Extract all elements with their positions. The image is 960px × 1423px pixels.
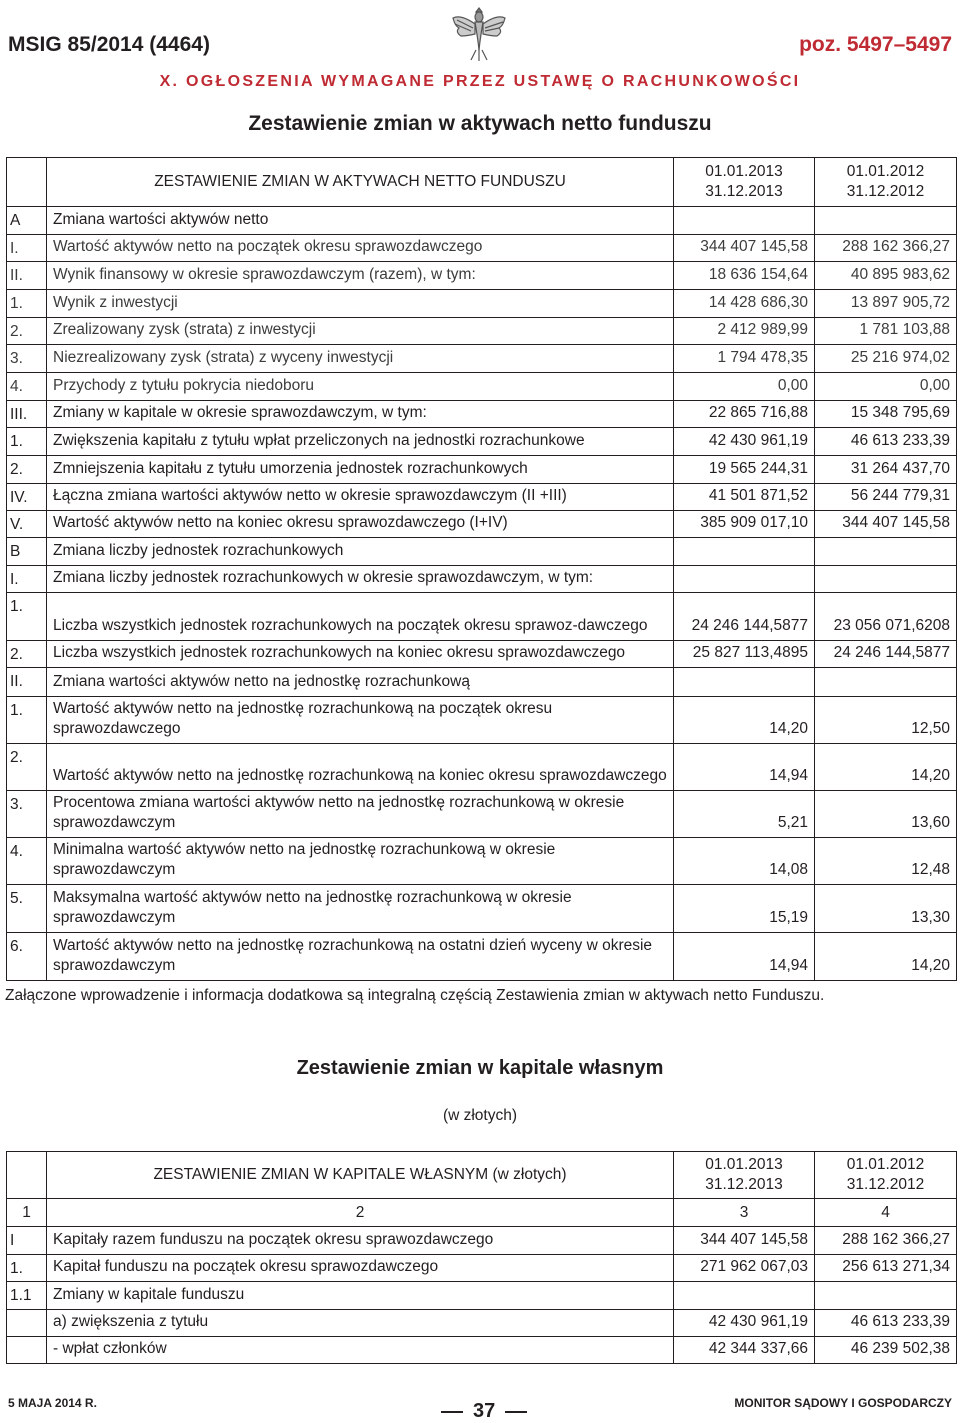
row-label: Zmiana wartości aktywów netto bbox=[47, 207, 674, 235]
row-label: - wpłat członków bbox=[47, 1337, 674, 1364]
row-number: 2. bbox=[7, 318, 47, 345]
row-number: I. bbox=[7, 566, 47, 593]
row-label: Liczba wszystkich jednostek rozrachunkowych na koniec okresu sprawozdawczego bbox=[47, 641, 674, 668]
value-previous: 12,48 bbox=[815, 838, 957, 885]
page-title: Zestawienie zmian w aktywach netto funduszu bbox=[248, 112, 712, 135]
row-number: I bbox=[7, 1227, 47, 1255]
table-row bbox=[7, 697, 957, 744]
value-previous: 288 162 366,27 bbox=[815, 235, 957, 262]
footer-publication: MONITOR SĄDOWY I GOSPODARCZY bbox=[734, 1396, 952, 1410]
value-previous: 288 162 366,27 bbox=[815, 1227, 957, 1255]
row-number: IV. bbox=[7, 484, 47, 511]
row-label: Kapitał funduszu na początek okresu sprawozdawczego bbox=[47, 1255, 674, 1282]
row-number: I. bbox=[7, 235, 47, 262]
value-previous: 46 613 233,39 bbox=[815, 1310, 957, 1337]
value-current: 344 407 145,58 bbox=[674, 235, 815, 262]
row-label: Minimalna wartość aktywów netto na jednostkę rozrachunkową w okresie sprawozdawczym bbox=[47, 838, 674, 885]
value-previous: 56 244 779,31 bbox=[815, 484, 957, 511]
row-number: B bbox=[7, 538, 47, 566]
table-row bbox=[7, 511, 957, 538]
table-header-label: ZESTAWIENIE ZMIAN W KAPITALE WŁASNYM (w złotych) bbox=[47, 1152, 674, 1199]
row-label: Wartość aktywów netto na jednostkę rozrachunkową na ostatni dzień wyceny w okresie sprawozdawczym bbox=[47, 933, 674, 981]
row-label: Kapitały razem funduszu na początek okresu sprawozdawczego bbox=[47, 1227, 674, 1255]
row-label: Zwiększenia kapitału z tytułu wpłat przeliczonych na jednostki rozrachunkowe bbox=[47, 428, 674, 456]
value-current: 14 428 686,30 bbox=[674, 290, 815, 318]
value-previous: 14,20 bbox=[815, 933, 957, 981]
value-current: 18 636 154,64 bbox=[674, 262, 815, 290]
value-current bbox=[674, 207, 815, 235]
table-row bbox=[7, 318, 957, 345]
table-row bbox=[7, 456, 957, 484]
equity-table bbox=[6, 1151, 957, 1364]
table-row bbox=[7, 1310, 957, 1337]
table-row bbox=[7, 207, 957, 235]
table-row bbox=[7, 838, 957, 885]
row-label: Maksymalna wartość aktywów netto na jednostkę rozrachunkową w okresie sprawozdawczym bbox=[47, 885, 674, 933]
value-current: 344 407 145,58 bbox=[674, 1227, 815, 1255]
value-previous: 13 897 905,72 bbox=[815, 290, 957, 318]
column-number: 3 bbox=[674, 1199, 815, 1227]
row-number: 1.1 bbox=[7, 1282, 47, 1310]
table-row bbox=[7, 641, 957, 668]
row-number: 4. bbox=[7, 838, 47, 885]
table-row bbox=[7, 791, 957, 838]
value-current: 14,08 bbox=[674, 838, 815, 885]
row-number bbox=[7, 1337, 47, 1364]
section-title: X. OGŁOSZENIA WYMAGANE PRZEZ USTAWĘ O RACHUNKOWOŚCI bbox=[159, 73, 801, 90]
value-previous: 24 246 144,5877 bbox=[815, 641, 957, 668]
row-label: Zmiana liczby jednostek rozrachunkowych w okresie sprawozdawczym, w tym: bbox=[47, 566, 674, 593]
header-position: poz. 5497–5497 bbox=[799, 33, 952, 56]
row-label: Procentowa zmiana wartości aktywów netto na jednostkę rozrachunkową w okresie sprawozdawczym bbox=[47, 791, 674, 838]
row-label: Wartość aktywów netto na jednostkę rozrachunkową na początek okresu sprawozdawczego bbox=[47, 697, 674, 744]
table-header-label: ZESTAWIENIE ZMIAN W AKTYWACH NETTO FUNDUSZU bbox=[47, 158, 674, 207]
value-current: 5,21 bbox=[674, 791, 815, 838]
row-number: II. bbox=[7, 262, 47, 290]
row-number: 3. bbox=[7, 345, 47, 373]
value-previous: 46 613 233,39 bbox=[815, 428, 957, 456]
row-number: A bbox=[7, 207, 47, 235]
header-issue: MSIG 85/2014 (4464) bbox=[8, 33, 210, 56]
header-blank bbox=[7, 158, 47, 207]
footer-date: 5 MAJA 2014 R. bbox=[8, 1396, 97, 1410]
value-current: 14,20 bbox=[674, 697, 815, 744]
row-label: Wynik finansowy w okresie sprawozdawczym (razem), w tym: bbox=[47, 262, 674, 290]
value-previous: 13,60 bbox=[815, 791, 957, 838]
table-row bbox=[7, 428, 957, 456]
value-previous: 23 056 071,6208 bbox=[815, 593, 957, 641]
value-current: 2 412 989,99 bbox=[674, 318, 815, 345]
table-row bbox=[7, 345, 957, 373]
value-current: 14,94 bbox=[674, 744, 815, 791]
value-previous: 25 216 974,02 bbox=[815, 345, 957, 373]
value-previous bbox=[815, 668, 957, 697]
row-label: Zmiany w kapitale funduszu bbox=[47, 1282, 674, 1310]
row-label: Wartość aktywów netto na koniec okresu sprawozdawczego (I+IV) bbox=[47, 511, 674, 538]
value-current: 385 909 017,10 bbox=[674, 511, 815, 538]
row-number: 6. bbox=[7, 933, 47, 981]
table-row bbox=[7, 566, 957, 593]
row-label: a) zwiększenia z tytułu bbox=[47, 1310, 674, 1337]
table-row bbox=[7, 668, 957, 697]
table-row bbox=[7, 484, 957, 511]
row-label: Niezrealizowany zysk (strata) z wyceny inwestycji bbox=[47, 345, 674, 373]
row-number: 4. bbox=[7, 373, 47, 401]
row-label: Zrealizowany zysk (strata) z inwestycji bbox=[47, 318, 674, 345]
table-row bbox=[7, 538, 957, 566]
period-previous: 01.01.2012 31.12.2012 bbox=[815, 1152, 957, 1199]
net-assets-table bbox=[6, 157, 957, 981]
row-number: 2. bbox=[7, 456, 47, 484]
value-previous: 14,20 bbox=[815, 744, 957, 791]
value-current: 42 430 961,19 bbox=[674, 1310, 815, 1337]
row-number: 3. bbox=[7, 791, 47, 838]
value-previous: 46 239 502,38 bbox=[815, 1337, 957, 1364]
period-current: 01.01.2013 31.12.2013 bbox=[674, 1152, 815, 1199]
attachment-note: Załączone wprowadzenie i informacja dodatkowa są integralną częścią Zestawienia zmian w aktywach netto Funduszu. bbox=[5, 987, 825, 1004]
row-label: Zmiana wartości aktywów netto na jednostkę rozrachunkową bbox=[47, 668, 674, 697]
table-row bbox=[7, 593, 957, 641]
column-number: 2 bbox=[47, 1199, 674, 1227]
row-label: Wartość aktywów netto na jednostkę rozrachunkową na koniec okresu sprawozdawczego bbox=[47, 744, 674, 791]
value-previous bbox=[815, 207, 957, 235]
table-row bbox=[7, 1282, 957, 1310]
value-previous bbox=[815, 566, 957, 593]
value-current: 271 962 067,03 bbox=[674, 1255, 815, 1282]
row-label: Zmiana liczby jednostek rozrachunkowych bbox=[47, 538, 674, 566]
row-number: 1. bbox=[7, 428, 47, 456]
value-current: 42 344 337,66 bbox=[674, 1337, 815, 1364]
row-label: Zmiany w kapitale w okresie sprawozdawczym, w tym: bbox=[47, 401, 674, 428]
section-title-equity: Zestawienie zmian w kapitale własnym bbox=[296, 1057, 664, 1079]
value-current: 14,94 bbox=[674, 933, 815, 981]
value-current: 19 565 244,31 bbox=[674, 456, 815, 484]
row-label: Wynik z inwestycji bbox=[47, 290, 674, 318]
polish-eagle-icon bbox=[449, 4, 509, 62]
column-number: 1 bbox=[7, 1199, 47, 1227]
value-current bbox=[674, 1282, 815, 1310]
units-note: (w złotych) bbox=[442, 1107, 518, 1124]
value-current: 1 794 478,35 bbox=[674, 345, 815, 373]
table-row bbox=[7, 744, 957, 791]
row-number: 5. bbox=[7, 885, 47, 933]
row-number: 1. bbox=[7, 290, 47, 318]
value-current bbox=[674, 538, 815, 566]
value-current: 24 246 144,5877 bbox=[674, 593, 815, 641]
table-row bbox=[7, 401, 957, 428]
value-current: 42 430 961,19 bbox=[674, 428, 815, 456]
value-previous bbox=[815, 538, 957, 566]
value-previous bbox=[815, 1282, 957, 1310]
table-row bbox=[7, 1227, 957, 1255]
value-current bbox=[674, 668, 815, 697]
header-blank bbox=[7, 1152, 47, 1199]
value-previous: 15 348 795,69 bbox=[815, 401, 957, 428]
period-previous: 01.01.2012 31.12.2012 bbox=[815, 158, 957, 207]
row-label: Liczba wszystkich jednostek rozrachunkowych na początek okresu sprawoz-dawczego bbox=[47, 593, 674, 641]
row-label: Zmniejszenia kapitału z tytułu umorzenia jednostek rozrachunkowych bbox=[47, 456, 674, 484]
value-current bbox=[674, 566, 815, 593]
value-previous: 1 781 103,88 bbox=[815, 318, 957, 345]
value-previous: 344 407 145,58 bbox=[815, 511, 957, 538]
row-number bbox=[7, 1310, 47, 1337]
column-number: 4 bbox=[815, 1199, 957, 1227]
table-row bbox=[7, 933, 957, 981]
row-label: Przychody z tytułu pokrycia niedoboru bbox=[47, 373, 674, 401]
row-label: Wartość aktywów netto na początek okresu sprawozdawczego bbox=[47, 235, 674, 262]
period-current: 01.01.2013 31.12.2013 bbox=[674, 158, 815, 207]
table-row bbox=[7, 262, 957, 290]
row-number: 1. bbox=[7, 1255, 47, 1282]
value-current: 22 865 716,88 bbox=[674, 401, 815, 428]
table-row bbox=[7, 235, 957, 262]
value-previous: 12,50 bbox=[815, 697, 957, 744]
value-previous: 31 264 437,70 bbox=[815, 456, 957, 484]
value-current: 25 827 113,4895 bbox=[674, 641, 815, 668]
row-number: II. bbox=[7, 668, 47, 697]
value-previous: 13,30 bbox=[815, 885, 957, 933]
table-row bbox=[7, 290, 957, 318]
value-previous: 256 613 271,34 bbox=[815, 1255, 957, 1282]
row-number: 2. bbox=[7, 641, 47, 668]
row-number: 1. bbox=[7, 697, 47, 744]
page-number: 37 bbox=[441, 1400, 527, 1423]
value-current: 0,00 bbox=[674, 373, 815, 401]
value-previous: 0,00 bbox=[815, 373, 957, 401]
row-number: 2. bbox=[7, 744, 47, 791]
row-label: Łączna zmiana wartości aktywów netto w okresie sprawozdawczym (II +III) bbox=[47, 484, 674, 511]
value-current: 41 501 871,52 bbox=[674, 484, 815, 511]
table-row bbox=[7, 885, 957, 933]
table-row bbox=[7, 1255, 957, 1282]
value-current: 15,19 bbox=[674, 885, 815, 933]
row-number: 1. bbox=[7, 593, 47, 641]
row-number: III. bbox=[7, 401, 47, 428]
table-row bbox=[7, 373, 957, 401]
table-row bbox=[7, 1337, 957, 1364]
value-previous: 40 895 983,62 bbox=[815, 262, 957, 290]
row-number: V. bbox=[7, 511, 47, 538]
